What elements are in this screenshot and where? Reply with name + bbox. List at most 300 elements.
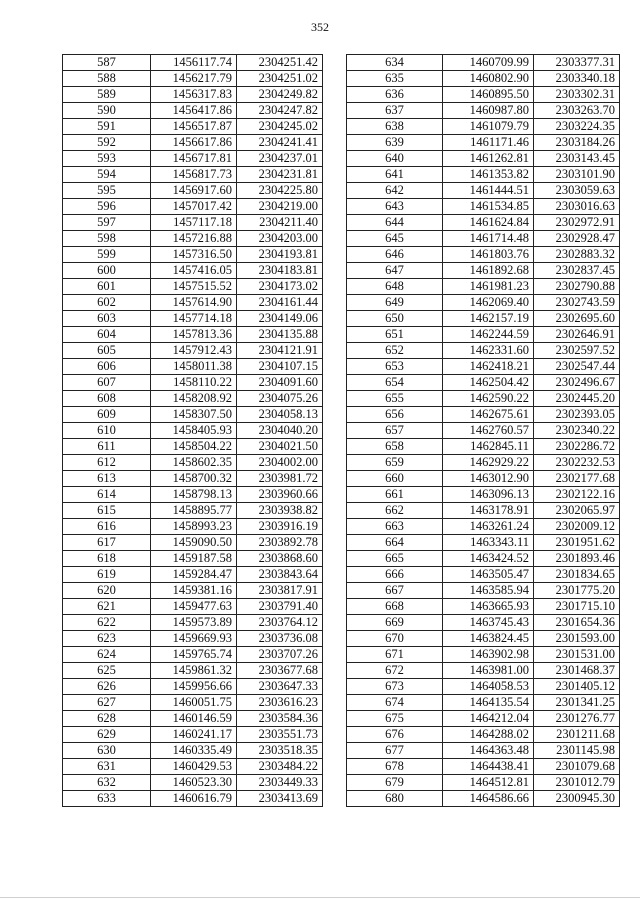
x-coordinate-cell: 1457813.36 (151, 327, 237, 343)
point-number-cell: 602 (63, 295, 151, 311)
x-coordinate-cell: 1461803.76 (443, 247, 534, 263)
table-row (347, 519, 620, 535)
point-number-cell: 587 (63, 55, 151, 71)
table-row (347, 711, 620, 727)
point-number-cell: 680 (347, 791, 443, 807)
point-number-cell: 664 (347, 535, 443, 551)
point-number-cell: 633 (63, 791, 151, 807)
x-coordinate-cell: 1457316.50 (151, 247, 237, 263)
point-number-cell: 644 (347, 215, 443, 231)
y-coordinate-cell: 2303263.70 (534, 103, 620, 119)
y-coordinate-cell: 2304249.82 (237, 87, 323, 103)
table-row (347, 615, 620, 631)
y-coordinate-cell: 2302286.72 (534, 439, 620, 455)
table-row (347, 231, 620, 247)
x-coordinate-cell: 1456117.74 (151, 55, 237, 71)
y-coordinate-cell: 2303892.78 (237, 535, 323, 551)
y-coordinate-cell: 2301715.10 (534, 599, 620, 615)
y-coordinate-cell: 2303707.26 (237, 647, 323, 663)
point-number-cell: 634 (347, 55, 443, 71)
table-row (347, 487, 620, 503)
x-coordinate-cell: 1458602.35 (151, 455, 237, 471)
x-coordinate-cell: 1460802.90 (443, 71, 534, 87)
point-number-cell: 629 (63, 727, 151, 743)
x-coordinate-cell: 1463665.93 (443, 599, 534, 615)
table-row (63, 375, 323, 391)
point-number-cell: 594 (63, 167, 151, 183)
table-row (347, 295, 620, 311)
table-row (63, 615, 323, 631)
x-coordinate-cell: 1458504.22 (151, 439, 237, 455)
point-number-cell: 649 (347, 295, 443, 311)
table-row (63, 631, 323, 647)
table-row (63, 711, 323, 727)
y-coordinate-cell: 2303184.26 (534, 135, 620, 151)
point-number-cell: 651 (347, 327, 443, 343)
x-coordinate-cell: 1463096.13 (443, 487, 534, 503)
x-coordinate-cell: 1461353.82 (443, 167, 534, 183)
y-coordinate-cell: 2304183.81 (237, 263, 323, 279)
y-coordinate-cell: 2304121.91 (237, 343, 323, 359)
table-row (63, 391, 323, 407)
y-coordinate-cell: 2303616.23 (237, 695, 323, 711)
point-number-cell: 616 (63, 519, 151, 535)
y-coordinate-cell: 2301468.37 (534, 663, 620, 679)
x-coordinate-cell: 1459381.16 (151, 583, 237, 599)
y-coordinate-cell: 2303764.12 (237, 615, 323, 631)
table-row (347, 359, 620, 375)
x-coordinate-cell: 1460709.99 (443, 55, 534, 71)
table-row (63, 263, 323, 279)
table-row (63, 87, 323, 103)
point-number-cell: 628 (63, 711, 151, 727)
table-row (63, 663, 323, 679)
table-row (63, 423, 323, 439)
point-number-cell: 658 (347, 439, 443, 455)
x-coordinate-cell: 1464288.02 (443, 727, 534, 743)
table-row (347, 775, 620, 791)
y-coordinate-cell: 2302232.53 (534, 455, 620, 471)
point-number-cell: 661 (347, 487, 443, 503)
point-number-cell: 659 (347, 455, 443, 471)
x-coordinate-cell: 1463902.98 (443, 647, 534, 663)
x-coordinate-cell: 1456717.81 (151, 151, 237, 167)
y-coordinate-cell: 2304245.02 (237, 119, 323, 135)
y-coordinate-cell: 2304251.02 (237, 71, 323, 87)
point-number-cell: 645 (347, 231, 443, 247)
table-row (63, 407, 323, 423)
point-number-cell: 627 (63, 695, 151, 711)
table-row (347, 199, 620, 215)
point-number-cell: 611 (63, 439, 151, 455)
x-coordinate-cell: 1462929.22 (443, 455, 534, 471)
y-coordinate-cell: 2304107.15 (237, 359, 323, 375)
y-coordinate-cell: 2302547.44 (534, 359, 620, 375)
x-coordinate-cell: 1459861.32 (151, 663, 237, 679)
table-row (347, 535, 620, 551)
y-coordinate-cell: 2301012.79 (534, 775, 620, 791)
y-coordinate-cell: 2304135.88 (237, 327, 323, 343)
x-coordinate-cell: 1457912.43 (151, 343, 237, 359)
x-coordinate-cell: 1460241.17 (151, 727, 237, 743)
y-coordinate-cell: 2302695.60 (534, 311, 620, 327)
point-number-cell: 648 (347, 279, 443, 295)
x-coordinate-cell: 1464512.81 (443, 775, 534, 791)
table-row (347, 343, 620, 359)
table-row (63, 583, 323, 599)
coordinate-table-right (346, 54, 620, 807)
table-row (347, 423, 620, 439)
x-coordinate-cell: 1461714.48 (443, 231, 534, 247)
table-row (63, 647, 323, 663)
point-number-cell: 621 (63, 599, 151, 615)
table-row (347, 279, 620, 295)
point-number-cell: 608 (63, 391, 151, 407)
y-coordinate-cell: 2304149.06 (237, 311, 323, 327)
table-row (63, 167, 323, 183)
table-row (63, 103, 323, 119)
x-coordinate-cell: 1464212.04 (443, 711, 534, 727)
point-number-cell: 656 (347, 407, 443, 423)
point-number-cell: 612 (63, 455, 151, 471)
y-coordinate-cell: 2300945.30 (534, 791, 620, 807)
point-number-cell: 593 (63, 151, 151, 167)
y-coordinate-cell: 2302065.97 (534, 503, 620, 519)
x-coordinate-cell: 1456417.86 (151, 103, 237, 119)
x-coordinate-cell: 1464586.66 (443, 791, 534, 807)
y-coordinate-cell: 2301654.36 (534, 615, 620, 631)
table-row (347, 679, 620, 695)
table-row (63, 199, 323, 215)
x-coordinate-cell: 1462331.60 (443, 343, 534, 359)
table-row (63, 71, 323, 87)
y-coordinate-cell: 2302928.47 (534, 231, 620, 247)
y-coordinate-cell: 2301079.68 (534, 759, 620, 775)
table-row (347, 663, 620, 679)
x-coordinate-cell: 1456517.87 (151, 119, 237, 135)
x-coordinate-cell: 1464135.54 (443, 695, 534, 711)
y-coordinate-cell: 2301211.68 (534, 727, 620, 743)
point-number-cell: 603 (63, 311, 151, 327)
point-number-cell: 605 (63, 343, 151, 359)
point-number-cell: 650 (347, 311, 443, 327)
x-coordinate-cell: 1462418.21 (443, 359, 534, 375)
y-coordinate-cell: 2301405.12 (534, 679, 620, 695)
y-coordinate-cell: 2303377.31 (534, 55, 620, 71)
point-number-cell: 622 (63, 615, 151, 631)
table-row (347, 247, 620, 263)
x-coordinate-cell: 1459284.47 (151, 567, 237, 583)
y-coordinate-cell: 2303224.35 (534, 119, 620, 135)
y-coordinate-cell: 2301276.77 (534, 711, 620, 727)
point-number-cell: 607 (63, 375, 151, 391)
x-coordinate-cell: 1458993.23 (151, 519, 237, 535)
y-coordinate-cell: 2303302.31 (534, 87, 620, 103)
x-coordinate-cell: 1456617.86 (151, 135, 237, 151)
y-coordinate-cell: 2304203.00 (237, 231, 323, 247)
point-number-cell: 668 (347, 599, 443, 615)
point-number-cell: 665 (347, 551, 443, 567)
y-coordinate-cell: 2304211.40 (237, 215, 323, 231)
y-coordinate-cell: 2301531.00 (534, 647, 620, 663)
table-row (63, 151, 323, 167)
y-coordinate-cell: 2302972.91 (534, 215, 620, 231)
table-row (63, 471, 323, 487)
x-coordinate-cell: 1462157.19 (443, 311, 534, 327)
x-coordinate-cell: 1464363.48 (443, 743, 534, 759)
y-coordinate-cell: 2303938.82 (237, 503, 323, 519)
point-number-cell: 614 (63, 487, 151, 503)
x-coordinate-cell: 1464438.41 (443, 759, 534, 775)
y-coordinate-cell: 2303101.90 (534, 167, 620, 183)
point-number-cell: 676 (347, 727, 443, 743)
y-coordinate-cell: 2303981.72 (237, 471, 323, 487)
x-coordinate-cell: 1458208.92 (151, 391, 237, 407)
table-row (63, 135, 323, 151)
point-number-cell: 642 (347, 183, 443, 199)
point-number-cell: 635 (347, 71, 443, 87)
point-number-cell: 640 (347, 151, 443, 167)
x-coordinate-cell: 1459956.66 (151, 679, 237, 695)
x-coordinate-cell: 1462504.42 (443, 375, 534, 391)
x-coordinate-cell: 1461624.84 (443, 215, 534, 231)
point-number-cell: 654 (347, 375, 443, 391)
table-row (347, 631, 620, 647)
x-coordinate-cell: 1460616.79 (151, 791, 237, 807)
x-coordinate-cell: 1459765.74 (151, 647, 237, 663)
x-coordinate-cell: 1463745.43 (443, 615, 534, 631)
bottom-rule (0, 897, 640, 898)
y-coordinate-cell: 2303518.35 (237, 743, 323, 759)
y-coordinate-cell: 2302837.45 (534, 263, 620, 279)
table-row (347, 327, 620, 343)
table-row (63, 55, 323, 71)
y-coordinate-cell: 2303791.40 (237, 599, 323, 615)
table-row (347, 439, 620, 455)
point-number-cell: 601 (63, 279, 151, 295)
y-coordinate-cell: 2304091.60 (237, 375, 323, 391)
x-coordinate-cell: 1461444.51 (443, 183, 534, 199)
x-coordinate-cell: 1463261.24 (443, 519, 534, 535)
x-coordinate-cell: 1463981.00 (443, 663, 534, 679)
table-row (63, 727, 323, 743)
y-coordinate-cell: 2304247.82 (237, 103, 323, 119)
point-number-cell: 613 (63, 471, 151, 487)
x-coordinate-cell: 1460051.75 (151, 695, 237, 711)
table-row (63, 119, 323, 135)
y-coordinate-cell: 2302445.20 (534, 391, 620, 407)
table-row (63, 279, 323, 295)
y-coordinate-cell: 2302177.68 (534, 471, 620, 487)
y-coordinate-cell: 2303016.63 (534, 199, 620, 215)
y-coordinate-cell: 2302496.67 (534, 375, 620, 391)
x-coordinate-cell: 1463178.91 (443, 503, 534, 519)
table-row (347, 551, 620, 567)
table-row (347, 743, 620, 759)
x-coordinate-cell: 1463585.94 (443, 583, 534, 599)
y-coordinate-cell: 2304225.80 (237, 183, 323, 199)
y-coordinate-cell: 2302883.32 (534, 247, 620, 263)
x-coordinate-cell: 1458798.13 (151, 487, 237, 503)
point-number-cell: 643 (347, 199, 443, 215)
y-coordinate-cell: 2302597.52 (534, 343, 620, 359)
x-coordinate-cell: 1461534.85 (443, 199, 534, 215)
table-row (63, 439, 323, 455)
x-coordinate-cell: 1460429.53 (151, 759, 237, 775)
point-number-cell: 653 (347, 359, 443, 375)
y-coordinate-cell: 2301145.98 (534, 743, 620, 759)
y-coordinate-cell: 2304058.13 (237, 407, 323, 423)
table-row (347, 167, 620, 183)
x-coordinate-cell: 1462675.61 (443, 407, 534, 423)
x-coordinate-cell: 1462069.40 (443, 295, 534, 311)
x-coordinate-cell: 1458110.22 (151, 375, 237, 391)
y-coordinate-cell: 2301775.20 (534, 583, 620, 599)
y-coordinate-cell: 2303736.08 (237, 631, 323, 647)
table-row (63, 775, 323, 791)
x-coordinate-cell: 1459090.50 (151, 535, 237, 551)
x-coordinate-cell: 1458895.77 (151, 503, 237, 519)
point-number-cell: 667 (347, 583, 443, 599)
x-coordinate-cell: 1457416.05 (151, 263, 237, 279)
point-number-cell: 626 (63, 679, 151, 695)
y-coordinate-cell: 2302790.88 (534, 279, 620, 295)
y-coordinate-cell: 2304231.81 (237, 167, 323, 183)
y-coordinate-cell: 2304002.00 (237, 455, 323, 471)
y-coordinate-cell: 2302743.59 (534, 295, 620, 311)
page-number: 352 (311, 20, 329, 34)
x-coordinate-cell: 1456217.79 (151, 71, 237, 87)
x-coordinate-cell: 1457017.42 (151, 199, 237, 215)
y-coordinate-cell: 2303677.68 (237, 663, 323, 679)
point-number-cell: 620 (63, 583, 151, 599)
x-coordinate-cell: 1457515.52 (151, 279, 237, 295)
x-coordinate-cell: 1458405.93 (151, 423, 237, 439)
y-coordinate-cell: 2303647.33 (237, 679, 323, 695)
table-row (63, 487, 323, 503)
table-row (347, 695, 620, 711)
x-coordinate-cell: 1462845.11 (443, 439, 534, 455)
table-row (63, 743, 323, 759)
table-row (63, 519, 323, 535)
point-number-cell: 604 (63, 327, 151, 343)
y-coordinate-cell: 2304219.00 (237, 199, 323, 215)
point-number-cell: 636 (347, 87, 443, 103)
table-row (347, 135, 620, 151)
x-coordinate-cell: 1459187.58 (151, 551, 237, 567)
table-row (347, 119, 620, 135)
x-coordinate-cell: 1461171.46 (443, 135, 534, 151)
y-coordinate-cell: 2303868.60 (237, 551, 323, 567)
table-row (63, 247, 323, 263)
x-coordinate-cell: 1457117.18 (151, 215, 237, 231)
x-coordinate-cell: 1462244.59 (443, 327, 534, 343)
y-coordinate-cell: 2303551.73 (237, 727, 323, 743)
table-row (347, 103, 620, 119)
table-row (63, 759, 323, 775)
y-coordinate-cell: 2304193.81 (237, 247, 323, 263)
table-row (63, 327, 323, 343)
table-row (347, 71, 620, 87)
point-number-cell: 663 (347, 519, 443, 535)
y-coordinate-cell: 2304237.01 (237, 151, 323, 167)
table-row (63, 679, 323, 695)
table-row (347, 407, 620, 423)
x-coordinate-cell: 1461079.79 (443, 119, 534, 135)
x-coordinate-cell: 1461981.23 (443, 279, 534, 295)
table-row (347, 455, 620, 471)
table-row (347, 55, 620, 71)
point-number-cell: 666 (347, 567, 443, 583)
x-coordinate-cell: 1459573.89 (151, 615, 237, 631)
table-row (347, 87, 620, 103)
point-number-cell: 674 (347, 695, 443, 711)
y-coordinate-cell: 2301834.65 (534, 567, 620, 583)
point-number-cell: 609 (63, 407, 151, 423)
x-coordinate-cell: 1462760.57 (443, 423, 534, 439)
table-row (63, 503, 323, 519)
y-coordinate-cell: 2302009.12 (534, 519, 620, 535)
y-coordinate-cell: 2301341.25 (534, 695, 620, 711)
x-coordinate-cell: 1461262.81 (443, 151, 534, 167)
point-number-cell: 631 (63, 759, 151, 775)
table-row (63, 231, 323, 247)
x-coordinate-cell: 1457614.90 (151, 295, 237, 311)
point-number-cell: 598 (63, 231, 151, 247)
point-number-cell: 647 (347, 263, 443, 279)
x-coordinate-cell: 1463824.45 (443, 631, 534, 647)
point-number-cell: 615 (63, 503, 151, 519)
point-number-cell: 641 (347, 167, 443, 183)
point-number-cell: 632 (63, 775, 151, 791)
point-number-cell: 673 (347, 679, 443, 695)
y-coordinate-cell: 2302122.16 (534, 487, 620, 503)
point-number-cell: 652 (347, 343, 443, 359)
table-row (347, 567, 620, 583)
point-number-cell: 624 (63, 647, 151, 663)
table-row (63, 215, 323, 231)
point-number-cell: 639 (347, 135, 443, 151)
point-number-cell: 669 (347, 615, 443, 631)
table-row (347, 647, 620, 663)
table-row (347, 375, 620, 391)
point-number-cell: 595 (63, 183, 151, 199)
table-row (347, 583, 620, 599)
table-row (347, 503, 620, 519)
table-row (347, 727, 620, 743)
table-row (347, 311, 620, 327)
x-coordinate-cell: 1459669.93 (151, 631, 237, 647)
point-number-cell: 671 (347, 647, 443, 663)
point-number-cell: 657 (347, 423, 443, 439)
point-number-cell: 660 (347, 471, 443, 487)
point-number-cell: 679 (347, 775, 443, 791)
y-coordinate-cell: 2302393.05 (534, 407, 620, 423)
y-coordinate-cell: 2304241.41 (237, 135, 323, 151)
x-coordinate-cell: 1462590.22 (443, 391, 534, 407)
y-coordinate-cell: 2303340.18 (534, 71, 620, 87)
point-number-cell: 590 (63, 103, 151, 119)
point-number-cell: 592 (63, 135, 151, 151)
point-number-cell: 670 (347, 631, 443, 647)
y-coordinate-cell: 2301593.00 (534, 631, 620, 647)
table-row (347, 263, 620, 279)
point-number-cell: 589 (63, 87, 151, 103)
point-number-cell: 596 (63, 199, 151, 215)
table-row (347, 183, 620, 199)
table-row (63, 695, 323, 711)
x-coordinate-cell: 1463424.52 (443, 551, 534, 567)
